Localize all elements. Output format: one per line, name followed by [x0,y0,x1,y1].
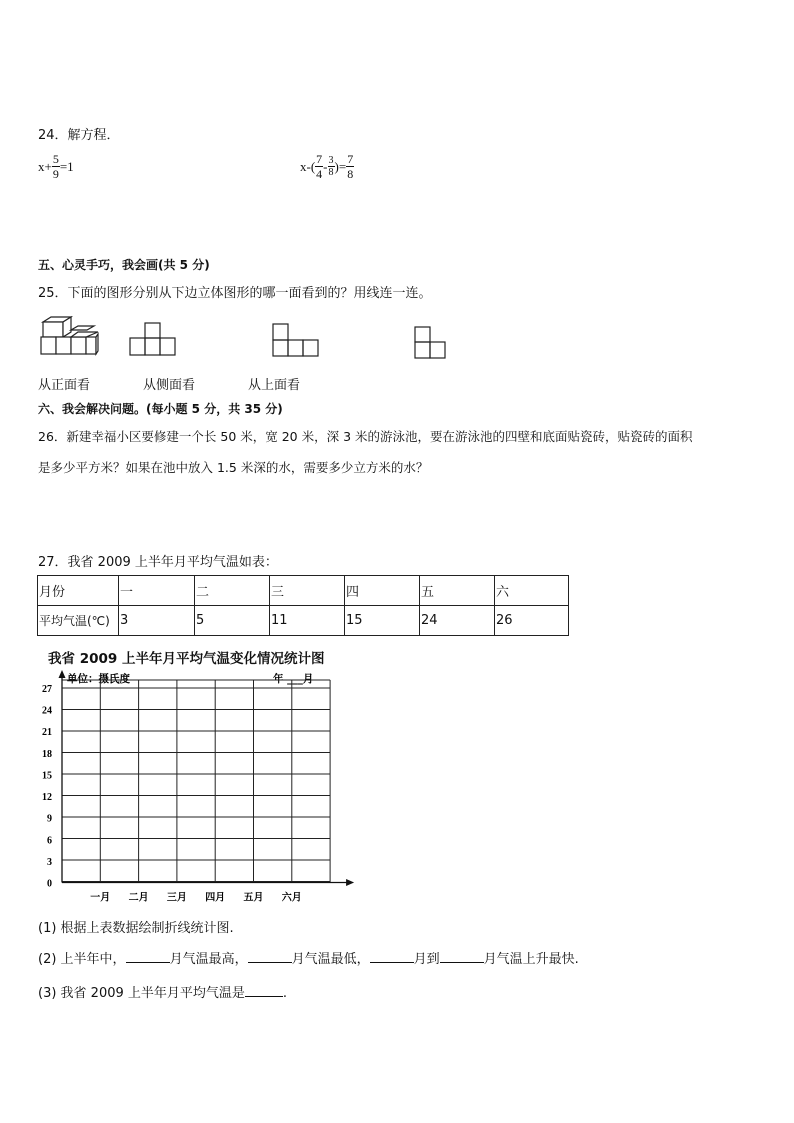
table-month: 三 [270,576,345,606]
temperature-chart [30,668,360,910]
chart-grid [62,680,330,883]
table-value: 11 [270,606,345,636]
eq1-suffix: =1 [59,158,74,174]
q26-line1: 26．新建幸福小区要修建一个长 50 米，宽 20 米，深 3 米的游泳池，要在游泳池的四壁和底面贴瓷砖，贴瓷砖的面积 [38,429,693,444]
eq2-mid: )= [334,158,347,174]
x-tick-label: 四月 [205,892,226,904]
y-tick-label: 9 [47,813,52,825]
eq2-frac-b [328,155,335,178]
table-month: 四 [345,576,420,606]
y-tick-label: 3 [47,856,52,868]
y-tick-label: 0 [47,878,52,890]
table-header-row [38,576,569,606]
y-tick-label: 21 [42,727,52,739]
eq2-a-den: 4 [316,167,323,181]
label-top-view: 从上面看 [248,378,301,393]
sub2-part4: 月到 [413,952,440,967]
q27-sub2 [38,948,579,967]
y-tick-label: 18 [42,748,52,760]
eq1-prefix: x+ [38,158,52,174]
chart-axes [59,670,355,886]
eq1-num: 5 [52,152,59,166]
label-front-view: 从正面看 [38,378,91,393]
chart-title: 我省 2009 上半年月平均气温变化情况统计图 [48,651,325,667]
chart-y-ticks [42,684,52,890]
q27-intro: 27．我省 2009 上半年月平均气温如表： [38,555,278,570]
eq2-op: - [323,158,328,174]
q27-sub1: (1) 根据上表数据绘制折线统计图. [38,921,234,936]
chart-date-label: 年 ___月 [273,673,314,685]
y-tick-label: 6 [47,835,52,847]
sub2-part5: 月气温上升最快. [483,952,579,967]
eq2-frac-a [315,152,323,181]
sub2-part1: (2) 上半年中， [38,952,126,967]
solid-figure [41,317,98,354]
table-value: 24 [420,606,495,636]
blank-highest-month[interactable] [126,951,170,963]
eq2-frac-r [346,152,354,181]
eq2-r-num: 7 [347,152,354,166]
table-value-row [38,606,569,636]
view-shape-2 [273,324,318,356]
q27-sub3 [38,982,287,1001]
eq1-den: 9 [52,167,59,181]
sub2-part2: 月气温最高， [169,952,248,967]
q25-figures [38,314,478,362]
temperature-table [37,575,569,636]
section6-title: 六、我会解决问题。(每小题 5 分，共 35 分) [38,402,283,416]
table-value: 5 [195,606,270,636]
x-tick-label: 五月 [243,892,264,904]
table-header-label: 月份 [38,576,119,606]
eq1-fraction [52,152,60,181]
section5-title: 五、心灵手巧，我会画(共 5 分) [38,258,210,272]
sub3-part2: . [282,986,288,1001]
table-month: 一 [119,576,195,606]
equation-1 [38,152,74,181]
y-tick-label: 27 [42,684,52,695]
x-tick-label: 二月 [128,892,149,904]
eq2-b-den: 8 [328,167,334,178]
blank-to-month[interactable] [440,951,484,963]
eq2-prefix: x-( [300,158,316,174]
eq2-a-num: 7 [316,152,323,166]
blank-average-temp[interactable] [245,985,283,997]
y-axis-arrow [59,670,66,678]
table-row-label: 平均气温(℃) [38,606,119,636]
y-tick-label: 15 [42,770,52,782]
x-tick-label: 六月 [281,892,302,904]
equation-2 [300,152,354,181]
table-month: 六 [495,576,569,606]
blank-lowest-month[interactable] [248,951,292,963]
table-month: 五 [420,576,495,606]
chart-unit-label: 单位：摄氏度 [67,673,130,685]
blank-from-month[interactable] [370,951,414,963]
label-side-view: 从侧面看 [143,378,196,393]
x-tick-label: 三月 [166,892,187,904]
eq2-b-num: 3 [328,155,334,166]
table-month: 二 [195,576,270,606]
x-axis-arrow [346,879,354,886]
table-value: 3 [119,606,195,636]
chart-x-ticks [90,891,301,904]
q25-text: 25．下面的图形分别从下边立体图形的哪一面看到的？用线连一连。 [38,286,432,301]
sub2-part3: 月气温最低， [291,952,370,967]
eq2-r-den: 8 [347,167,354,181]
sub3-part1: (3) 我省 2009 上半年月平均气温是 [38,986,245,1001]
q26-line2: 是多少平方米？如果在池中放入 1.5 米深的水，需要多少立方米的水？ [38,460,429,475]
table-value: 15 [345,606,420,636]
y-tick-label: 24 [42,705,52,717]
view-shape-3 [415,327,445,358]
y-tick-label: 12 [42,792,52,804]
view-shape-1 [130,323,175,355]
x-tick-label: 一月 [90,892,111,904]
q24-title: 24．解方程． [38,128,120,143]
table-value: 26 [495,606,569,636]
